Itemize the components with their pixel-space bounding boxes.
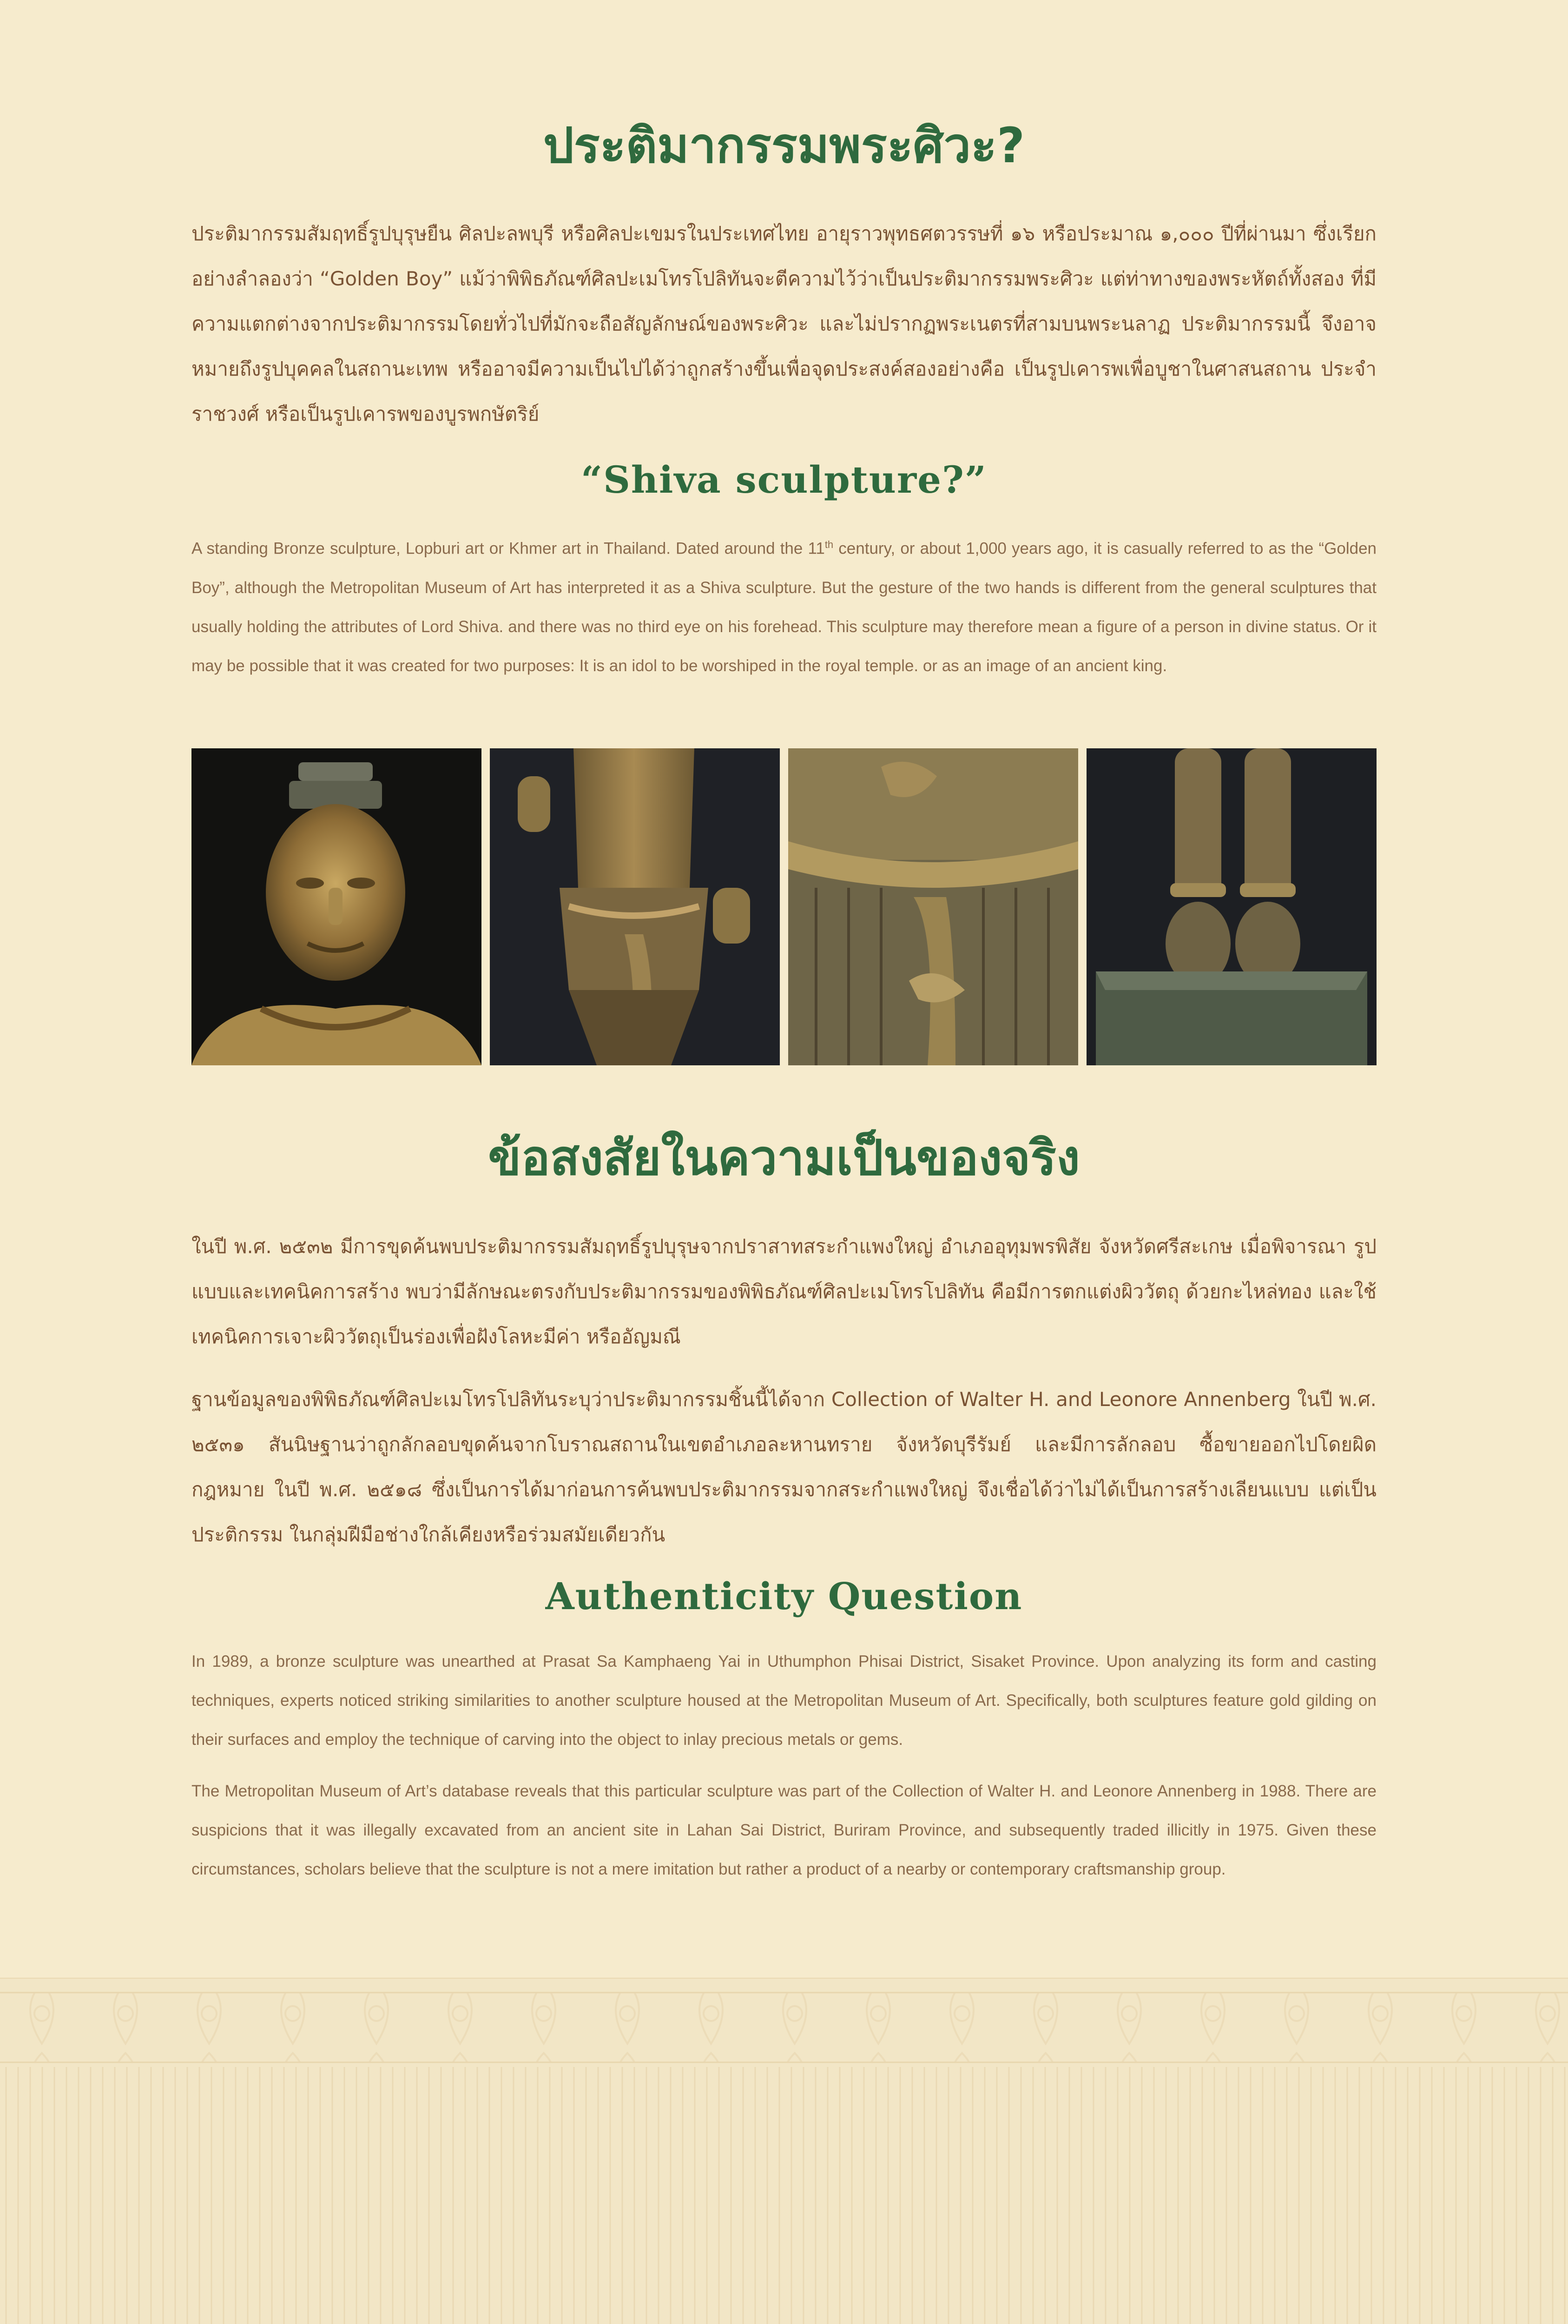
sculpture-photo-gallery [191, 748, 1377, 1065]
photo-feet-base [1087, 748, 1377, 1065]
section2-body-english-1: In 1989, a bronze sculpture was unearthed at Prasat Sa Kamphaeng Yai in Uthumphon Phisai District, Sisaket Province. Upon analyzing its form and casting techniques, experts noticed striking similarities to another sculpture housed at the Metropolitan Museum of Art. Specifically, both sculptures feature gold gilding on their surfaces and employ the technique of carving into the object to inlay precious metals or gems. [191, 1652, 1377, 1749]
section1-title-thai: ประติมากรรมพระศิวะ? [543, 117, 1025, 174]
section1-body-english-sup: th [824, 539, 834, 550]
section1-title-english: “Shiva sculpture?” [581, 458, 987, 502]
section1-body-english-part2: century, or about 1,000 years ago, it is casually referred to as the “Golden Boy”, although the Metropolitan Museum of Art has interpreted it as a Shiva sculpture. But the gesture of the two hands is different from the general sculptures that usually holding the attributes of Lord Shiva. and there was no third eye on his forehead. This sculpture may therefore mean a figure of a person in divine status. Or it may be possible that it was created for two purposes: It is an idol to be worshiped in the royal temple. or as an image of an ancient king. [191, 539, 1377, 675]
section2-body-english-2: The Metropolitan Museum of Art’s database reveals that this particular sculpture was part of the Collection of Walter H. and Leonore Annenberg in 1988. There are suspicions that it was illegally excavated from an ancient site in Lahan Sai District, Buriram Province, and subsequently traded illicitly in 1975. Given these circumstances, scholars believe that the sculpture is not a mere imitation but rather a product of a nearby or contemporary craftsmanship group. [191, 1782, 1377, 1878]
decorative-footer-pattern [0, 1978, 1568, 2324]
section1-body-thai: ประติมากรรมสัมฤทธิ์รูปบุรุษยืน ศิลปะลพบุรี หรือศิลปะเขมรในประเทศไทย อายุราวพุทธศตวรรษที่ ๑๖ หรือประมาณ ๑,๐๐๐ ปีที่ผ่านมา ซึ่งเรียกอย่างลำลองว่า “Golden Boy” แม้ว่าพิพิธภัณฑ์ศิลปะเมโทรโปลิทันจะตีความไว้ว่าเป็นประติมากรรมพระศิวะ แต่ท่าทางของพระหัตถ์ทั้งสอง ที่มีความแตกต่างจากประติมากรรมโดยทั่วไปที่มักจะถือสัญลักษณ์ของพระศิวะ และไม่ปรากฏพระเนตรที่สามบนพระนลาฏ ประติมากรรมนี้ จึงอาจหมายถึงรูปบุคคลในสถานะเทพ หรืออาจมีความเป็นไปได้ว่าถูกสร้างขึ้นเพื่อจุดประสงค์สองอย่างคือ เป็นรูปเคารพเพื่อบูชาในศาสนสถาน ประจำราชวงศ์ หรือเป็นรูปเคารพของบูรพกษัตริย์ [191, 222, 1377, 425]
photo-waist-detail [788, 748, 1078, 1065]
photo-torso [490, 748, 780, 1065]
section1-body-english-part1: A standing Bronze sculpture, Lopburi art or Khmer art in Thailand. Dated around the 11 [191, 539, 825, 558]
section1-body-english [191, 525, 1377, 686]
section2-body-thai-2: ฐานข้อมูลของพิพิธภัณฑ์ศิลปะเมโทรโปลิทันระบุว่าประติมากรรมชิ้นนี้ได้จาก Collection of Walter H. and Leonore Annenberg ในปี พ.ศ. ๒๕๓๑ สันนิษฐานว่าถูกลักลอบขุดค้นจากโบราณสถานในเขตอำเภอละหานทราย จังหวัดบุรีรัมย์ และมีการลักลอบ ซื้อขายออกไปโดยผิดกฎหมาย ในปี พ.ศ. ๒๕๑๘ ซึ่งเป็นการได้มาก่อนการค้นพบประติมากรรมจากสระกำแพงใหญ่ จึงเชื่อได้ว่าไม่ได้เป็นการสร้างเลียนแบบ แต่เป็นประติกรรม ในกลุ่มฝีมือช่างใกล้เคียงหรือร่วมสมัยเดียวกัน [191, 1388, 1377, 1546]
section2-title-english: Authenticity Question [545, 1574, 1023, 1618]
section2-body-thai-1: ในปี พ.ศ. ๒๕๓๒ มีการขุดค้นพบประติมากรรมสัมฤทธิ์รูปบุรุษจากปราสาทสระกำแพงใหญ่ อำเภออุทุมพรพิสัย จังหวัดศรีสะเกษ เมื่อพิจารณา รูปแบบและเทคนิคการสร้าง พบว่ามีลักษณะตรงกับประติมากรรมของพิพิธภัณฑ์ศิลปะเมโทรโปลิทัน คือมีการตกแต่งผิววัตถุ ด้วยกะไหล่ทอง และใช้เทคนิคการเจาะผิววัตถุเป็นร่องเพื่อฝังโลหะมีค่า หรืออัญมณี [191, 1235, 1377, 1348]
photo-head [191, 748, 481, 1065]
section2-title-thai: ข้อสงสัยในความเป็นของจริง [488, 1129, 1080, 1186]
